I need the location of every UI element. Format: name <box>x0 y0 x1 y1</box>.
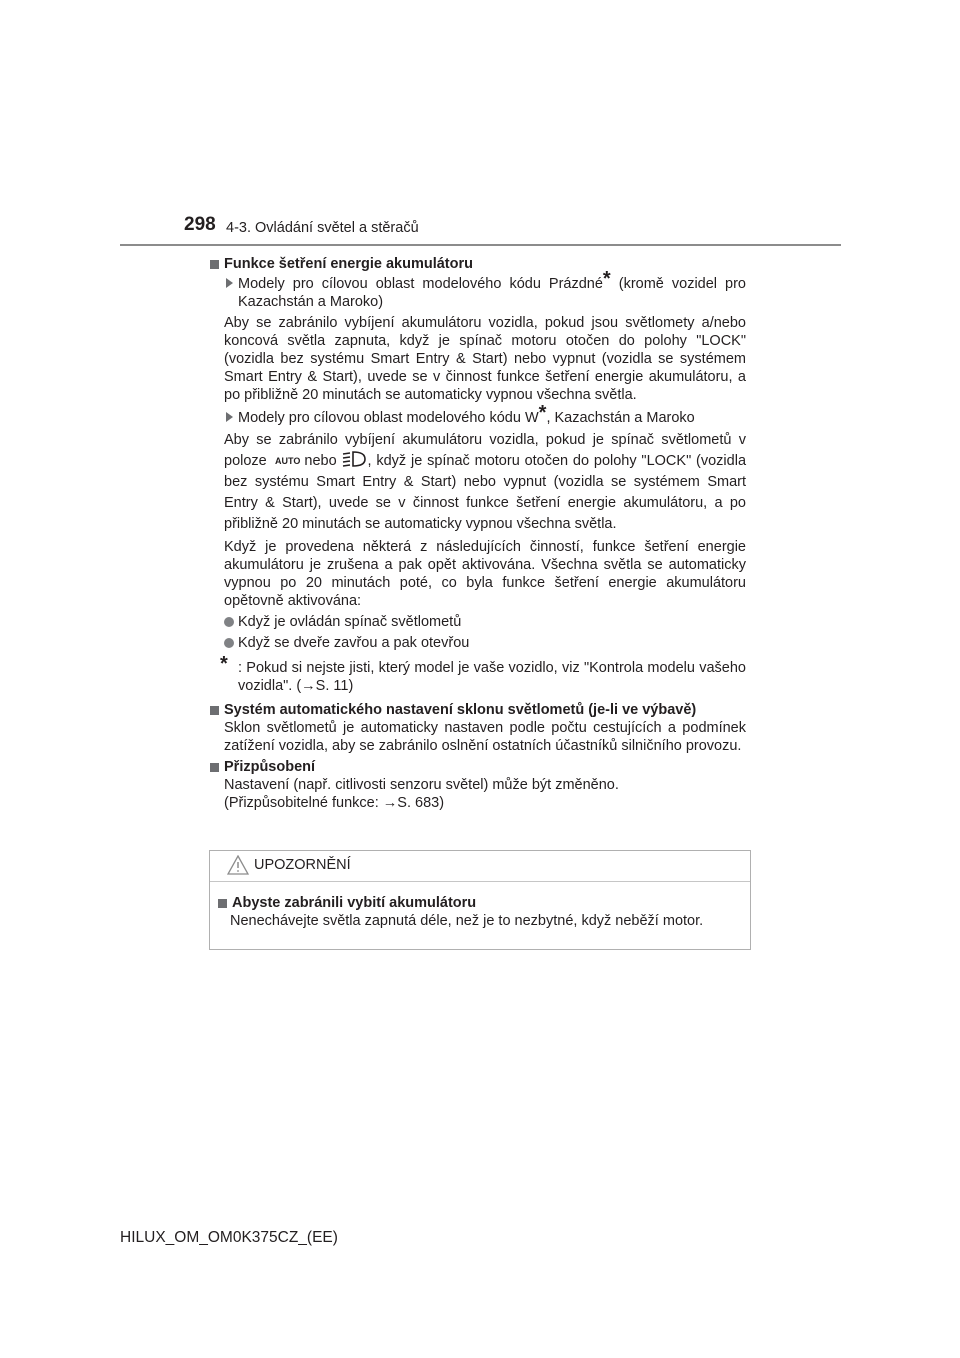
square-bullet-icon <box>218 899 227 908</box>
variant-note-1: Modely pro cílovou oblast modelového kódu Prázdné* (kromě vozidel pro Kazachstán a Maroko) <box>224 273 746 311</box>
variant-note-2: Modely pro cílovou oblast modelového kódu W*, Kazachstán a Maroko <box>224 407 746 427</box>
list-item: Když se dveře zavřou a pak otevřou <box>224 634 746 652</box>
round-bullet-icon <box>224 617 234 627</box>
square-bullet-icon <box>210 260 219 269</box>
paragraph-battery-1: Aby se zabránilo vybíjení akumulátoru vozidla, pokud jsou světlomety a/nebo koncová světla zapnuta, když je spínač motoru otočen do polohy "LOCK" (vozidla bez systému Smart Entry & Start) nebo vypnut (vozidla se systémem Smart Entry & Start), uvede se v činnost funkce šetření energie akumulátoru, a po přibližně 20 minutách se automaticky vypnou všechna světla. <box>224 315 746 403</box>
warning-box <box>209 850 751 950</box>
warning-title: UPOZORNĚNÍ <box>254 857 351 873</box>
svg-text:AUTO: AUTO <box>274 456 300 466</box>
triangle-bullet-icon <box>226 278 233 288</box>
header-divider <box>120 244 841 246</box>
footer-manual-code: HILUX_OM_OM0K375CZ_(EE) <box>120 1229 338 1246</box>
triangle-bullet-icon <box>226 412 233 422</box>
list-item: Když je ovládán spínač světlometů <box>224 613 746 631</box>
low-beam-headlight-icon <box>341 451 367 467</box>
round-bullet-icon <box>224 638 234 648</box>
footnote: * : Pokud si nejste jisti, který model je vaše vozidlo, viz "Kontrola modelu vašeho vozidla". (→S. 11) <box>220 653 746 694</box>
warning-triangle-icon <box>227 855 249 875</box>
paragraph-customization-2: (Přizpůsobitelné funkce: →S. 683) <box>224 795 445 811</box>
paragraph-customization-1: Nastavení (např. citlivosti senzoru světel) může být změněno. <box>224 777 619 793</box>
heading-battery-saver: Funkce šetření energie akumulátoru <box>210 255 746 273</box>
section-title: 4-3. Ovládání světel a stěračů <box>226 220 419 236</box>
warning-header <box>210 851 750 882</box>
paragraph-battery-2: Aby se zabránilo vybíjení akumulátoru vozidla, pokud je spínač světlometů v poloze AUTO nebo , když je spínač motoru otočen do polohy "LOCK" (vozidla bez systému Smart Entry & Start) nebo vypnut (vozidla se systémem Smart Entry & Start), uvede se v činnost funkce šetření energie akumulátoru, a po přibližně 20 minutách se automaticky vypnou všechna světla. <box>224 432 747 532</box>
square-bullet-icon <box>210 706 219 715</box>
main-content <box>210 255 746 812</box>
warning-heading: Abyste zabránili vybití akumulátoru <box>218 894 740 912</box>
square-bullet-icon <box>210 763 219 772</box>
heading-auto-leveling: Systém automatického nastavení sklonu světlometů (je-li ve výbavě) <box>210 701 746 719</box>
page-number: 298 <box>184 214 216 235</box>
warning-text: Nenechávejte světla zapnutá déle, než je to nezbytné, když neběží motor. <box>230 913 704 929</box>
warning-body <box>210 882 750 930</box>
heading-customization: Přizpůsobení <box>210 758 746 776</box>
headlight-auto-icon <box>272 453 300 467</box>
paragraph-battery-3: Když je provedena některá z následujících činností, funkce šetření energie akumulátoru je zrušena a pak opět aktivována. Všechna světla se automaticky vypnou po 20 minutách poté, co byla funkce šetření energie akumulátoru opětovně aktivována: <box>224 539 746 609</box>
paragraph-auto-leveling: Sklon světlometů je automaticky nastaven podle počtu cestujících a podmínek zatížení vozidla, aby se zabránilo oslnění ostatních účastníků silničního provozu. <box>224 720 746 754</box>
